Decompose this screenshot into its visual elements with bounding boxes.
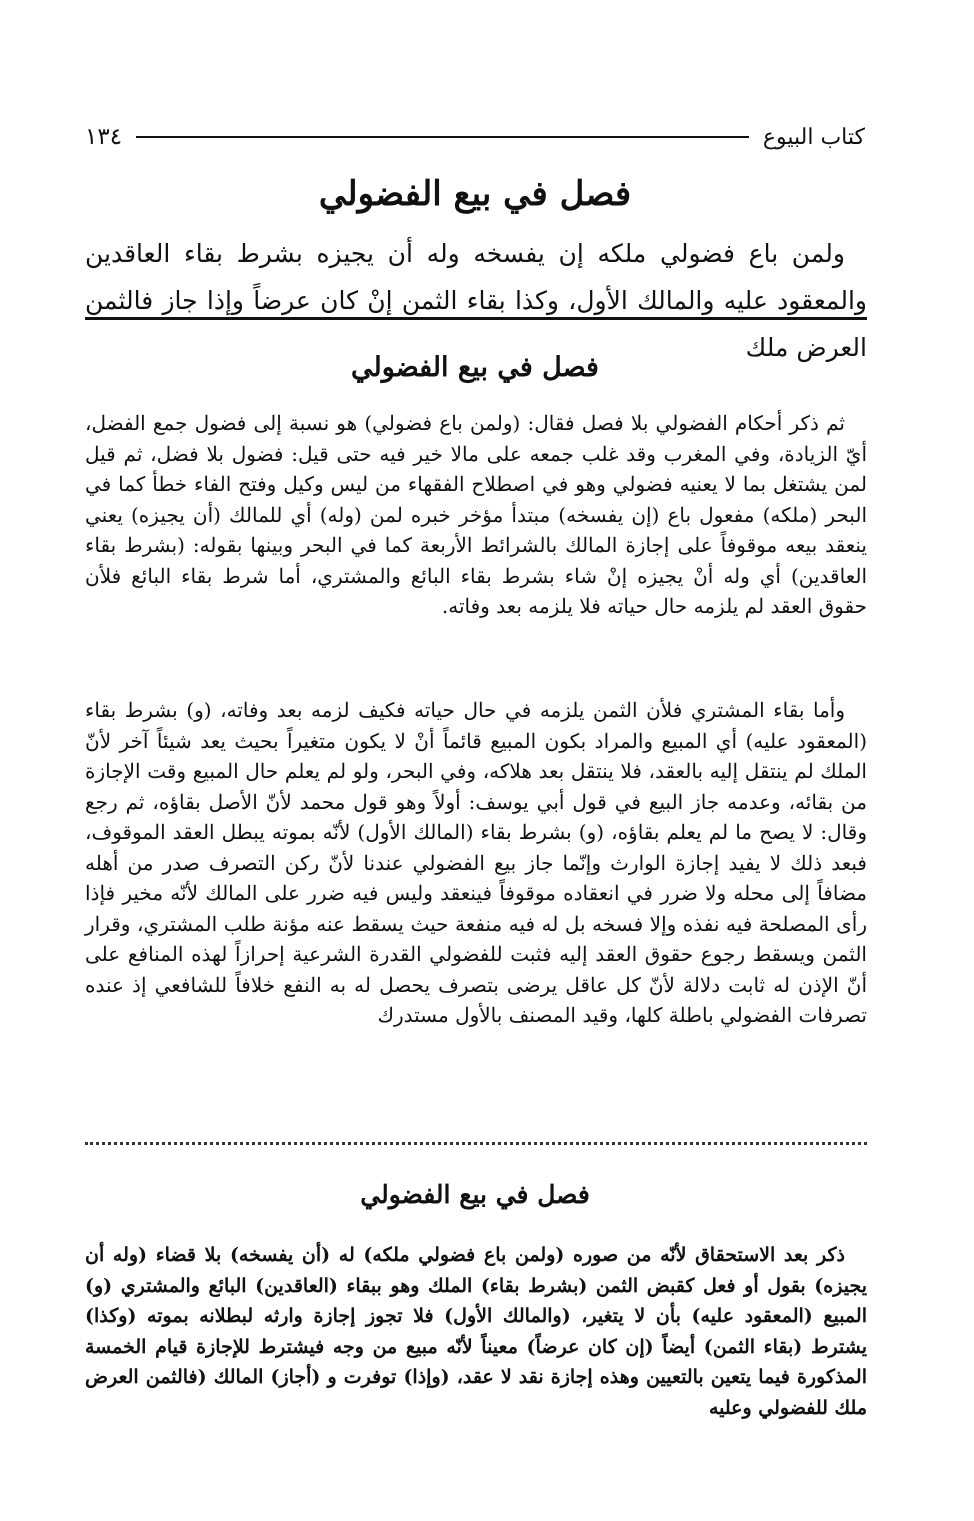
commentary-2-paragraph-1-body: ذكر بعد الاستحقاق لأنّه من صوره (ولمن باع فضولي ملكه) له (أن يفسخه) بلا قضاء (وله أن يجيزه) بقول أو فعل كقبض الثمن (بشرط بقاء) الملك وهو ببقاء (العاقدين) البائع والمشتري (و) المبيع (المعقود عليه) بأن لا يتغير، (والمالك الأول) فلا تجوز إجازة وارثه لبطلانه بموته (وكذا) يشترط (بقاء الثمن) أيضاً (إن كان عرضاً) معيناً لأنّه مبيع من وجه فيشترط للإجازة قيام الخمسة المذكورة فيما يتعين بالتعيين وهذه إجازة نقد لا عقد، (وإذا) توفرت و (أجاز) المالك (فالثمن العرض ملك للفضولي وعليه (85, 1244, 867, 1419)
page-number: ١٣٤ (85, 124, 123, 150)
commentary-1-paragraph-1-body: ثم ذكر أحكام الفضولي بلا فصل فقال: (ولمن باع فضولي) هو نسبة إلى فضول جمع الفضل، أيّ الزيادة، وفي المغرب وقد غلب جمعه على مالا خير فيه حتى قيل: فضول بلا فضل، ثم قيل لمن يشتغل بما لا يعنيه فضولي وهو في اصطلاح الفقهاء من ليس وكيل وفتح الفاء خطأ كما في البحر (ملكه) مفعول باع (إن يفسخه) مبتدأ مؤخر خبره لمن (وله) أي للمالك (أن يجيزه) يعني ينعقد بيعه موقوفاً على إجازة المالك بالشرائط الأربعة كما في البحر وبينها بقوله: (بشرط بقاء العاقدين) أي وله أنْ يجيزه إنْ شاء بشرط بقاء البائع والمشتري، أما شرط بقاء البائع فلأن حقوق العقد لم يلزمه حال حياته فلا يلزمه بعد وفاته. (85, 411, 867, 618)
matn-text (85, 230, 867, 371)
commentary-1-paragraph-2-body: وأما بقاء المشتري فلأن الثمن يلزمه في حال حياته فكيف لزمه بعد وفاته، (و) بشرط بقاء (المعقود عليه) أي المبيع والمراد بكون المبيع قائماً أنْ لا يكون متغيراً بحيث يعد شيئاً آخر لأنّ الملك لم ينتقل إليه بالعقد، فلا ينتقل بعد هلاكه، وفي البحر، ولو لم يعلم حال المبيع وقت الإجازة من بقائه، وعدمه جاز البيع في قول أبي يوسف: أولاً وهو قول محمد لأنّ الأصل بقاؤه، ثم رجع وقال: لا يصح ما لم يعلم بقاؤه، (و) بشرط بقاء (المالك الأول) لأنّه بموته يبطل العقد الموقوف، فبعد ذلك لا يفيد إجازة الوارث وإنّما جاز بيع الفضولي عندنا لأنّ ركن التصرف صدر من أهله مضافاً إلى محله ولا ضرر في انعقاده موقوفاً فينعقد وليس فيه ضرر على المالك لأنّه مخير فإذا رأى المصلحة فيه نفذه وإلا فسخه بل له فيه منفعة حيث يسقط عنه مؤنة طلب المشتري، وقرار الثمن ويسقط رجوع حقوق العقد إليه فثبت للفضولي القدرة الشرعية إحرازاً لهذه المنافع على أنّ الإذن له ثابت دلالة لأنّ كل عاقل يرضى بتصرف يحصل له به النفع خلافاً للشافعي إذ عنده تصرفات الفضولي باطلة كلها، وقيد المصنف بالأول مستدرك (85, 698, 867, 1027)
dotted-divider (85, 1142, 867, 1145)
header-rule (136, 136, 749, 138)
commentary-1-paragraph-2 (85, 695, 867, 1031)
matn-divider (85, 317, 867, 320)
matn-text-body: ولمن باع فضولي ملكه إن يفسخه وله أن يجيزه بشرط بقاء العاقدين والمعقود عليه والمالك الأول، وكذا بقاء الثمن إنْ كان عرضاً وإذا جاز فالثمن العرض ملك (85, 239, 867, 362)
matn-title: فصل في بيع الفضولي (318, 174, 632, 214)
commentary-1-title: فصل في بيع الفضولي (351, 352, 599, 383)
running-title: كتاب البيوع (762, 124, 865, 150)
commentary-2-title: فصل في بيع الفضولي (360, 1180, 590, 1209)
commentary-1-paragraph-1 (85, 408, 867, 622)
page-header (85, 120, 865, 154)
commentary-2-paragraph-1 (85, 1240, 867, 1423)
